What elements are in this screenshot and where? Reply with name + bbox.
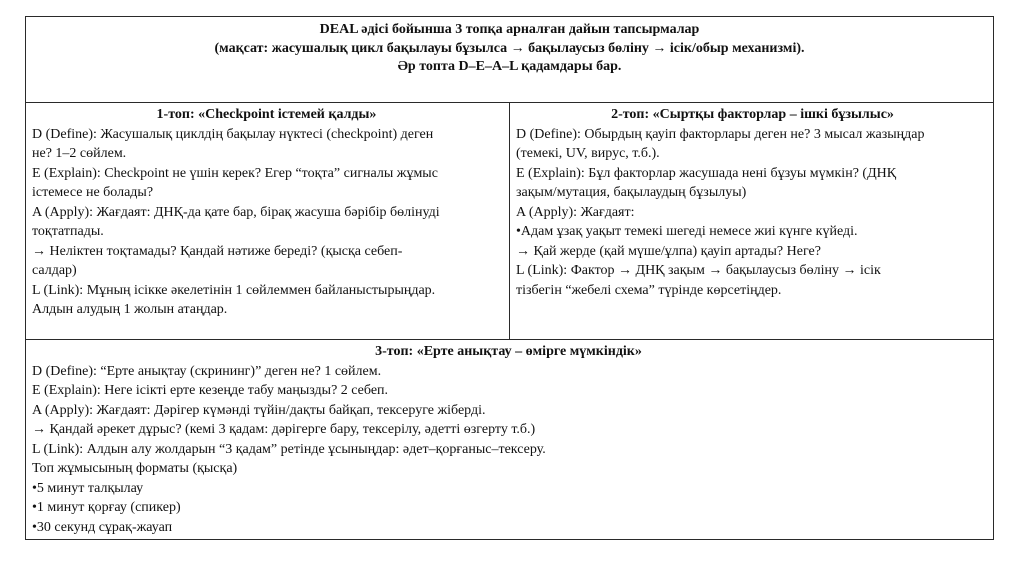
group3-line: Топ жұмысының форматы (қысқа) (32, 461, 238, 476)
group1-line: E (Explain): Checkpoint не үшін керек? Егер “тоқта” сигналы жұмыс (32, 165, 438, 181)
group2-line: → Қай жерде (қай мүше/ұлпа) қауіп артады? Неге? (516, 243, 821, 259)
group2-title: 2-топ: «Сыртқы факторлар – ішкі бұзылыс» (611, 107, 894, 122)
group2-line: A (Apply): Жағдаят: (516, 204, 635, 220)
group1-title: 1-топ: «Checkpoint істемей қалды» (156, 107, 377, 122)
task-table (25, 16, 994, 540)
group3-line: •5 минут талқылау (32, 480, 144, 496)
group1-line: істемесе не болады? (32, 185, 154, 200)
group3-line: A (Apply): Жағдаят: Дәрігер күмәнді түйін/дақты байқап, тексеруге жіберді. (32, 402, 486, 418)
group3-line: → Қандай әрекет дұрыс? (кемі 3 қадам: дәрігерге бару, тексерілу, әдетті өзгерту т.б.) (32, 422, 536, 437)
group1-cell (26, 103, 510, 339)
header-steps: Әр топта D–E–A–L қадамдары бар. (397, 59, 622, 74)
group1-line: → Неліктен тоқтамады? Қандай нәтиже береді? (қысқа себеп- (32, 243, 403, 259)
groups-row (26, 103, 993, 340)
header-goal: (мақсат: жасушалық цикл бақылауы бұзылса → бақылаусыз бөліну → ісік/обыр механизмі). (214, 40, 805, 56)
group2-line: L (Link): Фактор → ДНҚ зақым → бақылаусыз бөліну → ісік (516, 263, 881, 278)
group1-line: салдар) (32, 263, 77, 278)
group3-line: E (Explain): Неге ісікті ерте кезеңде табу маңызды? 2 себеп. (32, 383, 389, 398)
group3-line: •1 минут қорғау (спикер) (32, 500, 181, 515)
group1-line: Алдын алудың 1 жолын атаңдар. (32, 302, 228, 317)
group2-line: зақым/мутация, бақылаудың бұзылуы) (516, 185, 747, 200)
group3-line: D (Define): “Ерте анықтау (скрининг)” деген не? 1 сөйлем. (32, 363, 382, 379)
group2-line: тізбегін “жебелі схема” түрінде көрсетіңдер. (516, 282, 782, 298)
group2-line: (темекі, UV, вирус, т.б.). (516, 146, 660, 161)
group2-line: •Адам ұзақ уақыт темекі шегеді немесе жиі күнге күйеді. (516, 224, 858, 239)
group1-line: A (Apply): Жағдаят: ДНҚ-да қате бар, бірақ жасуша бәрібір бөлінуді (32, 204, 440, 220)
group3-cell (26, 340, 993, 539)
group1-line: L (Link): Мұның ісікке әкелетінін 1 сөйлеммен байланыстырыңдар. (32, 282, 436, 298)
group1-line: тоқтатпады. (32, 224, 104, 239)
group1-line: D (Define): Жасушалық циклдің бақылау нүктесі (checkpoint) деген (32, 126, 434, 142)
group2-cell (510, 103, 995, 339)
group3-line: L (Link): Алдын алу жолдарын “3 қадам” ретінде ұсыныңдар: әдет–қорғаныс–тексеру. (32, 441, 546, 457)
header-title: DEAL әдісі бойынша 3 топқа арналған дайын тапсырмалар (319, 22, 700, 37)
group2-line: E (Explain): Бұл факторлар жасушада нені бұзуы мүмкін? (ДНҚ (516, 165, 897, 181)
group3-title: 3-топ: «Ерте анықтау – өмірге мүмкіндік» (375, 344, 642, 359)
group2-line: D (Define): Обырдың қауіп факторлары деген не? 3 мысал жазыңдар (516, 126, 925, 142)
group3-line: •30 секунд сұрақ-жауап (32, 519, 173, 535)
group1-line: не? 1–2 сөйлем. (32, 146, 127, 161)
table-header (26, 17, 993, 103)
